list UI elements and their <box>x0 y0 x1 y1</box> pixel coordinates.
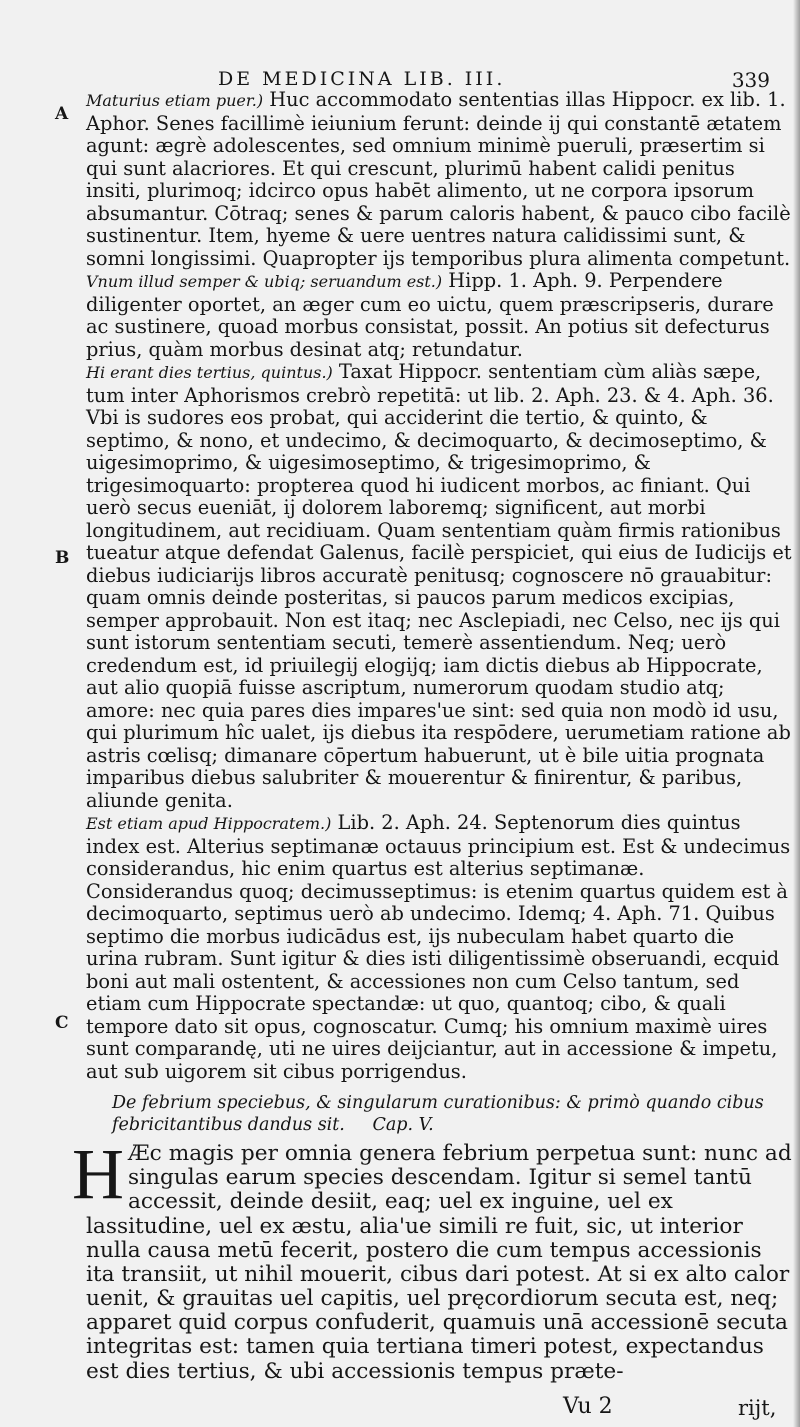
margin-letter-b: B <box>55 548 70 568</box>
drop-capital: H <box>72 1134 124 1214</box>
lemma: Vnum illud semper & ubiq; seruandum est.) <box>86 272 443 291</box>
signature-mark: Vu 2 <box>563 1394 613 1419</box>
commentary-body: Hipp. 1. Aph. 9. Perpendere diligenter oportet, an æger cum eo uictu, quem præscripseris, durare ac sustinere, quoad morbus consistat, possit. An potius sit defecturus prius, quàm morbus desinat atq; retundatur. <box>86 269 774 361</box>
commentary-paragraph <box>86 812 792 1083</box>
commentary-body: Huc accommodato sententias illas Hippocr. ex lib. 1. Aphor. Senes facillimè ieiunium ferunt: deinde ij qui constantē ætatem agunt: ægrè adolescentes, sed omnium minimè pueruli, præsertim si qui sunt alacriores. Et qui crescunt, plurimū habent calidi penitus insiti, plurimoq; idcirco opus habēt alimento, ut ne corpora ipsorum absumantur. Cōtraq; senes & parum caloris habent, & pauco cibo facilè sustinentur. Item, hyeme & uere uentres natura calidissimi sunt, & somni longissimi. Quapropter ijs temporibus plura alimenta competunt. <box>86 88 791 270</box>
running-title: DE MEDICINA LIB. III. <box>218 68 506 90</box>
commentary-paragraph <box>86 89 792 270</box>
chapter-heading <box>112 1092 792 1136</box>
commentary-paragraph <box>86 361 792 812</box>
main-text-body: Æc magis per omnia genera febrium perpetua sunt: nunc ad singulas earum species descendam. Igitur si semel tantū accessit, deinde desiit, eaq; uel ex inguine, uel ex lassitudine, uel ex æstu, alia'ue simili re fuit, sic, ut interior nulla causa metū fecerit, postero die cum tempus accessionis ita transiit, ut nihil mouerit, cibus dari potest. At si ex alto calor uenit, & grauitas uel capitis, uel pręcordiorum secuta est, neq; apparet quid corpus confuderit, quamuis unā accessionē secuta integritas est: tamen quia tertiana timeri potest, expectandus est dies tertius, & ubi accessionis tempus præte- <box>86 1141 792 1384</box>
commentary-text <box>72 88 792 1384</box>
catchword: rijt, <box>738 1396 777 1420</box>
margin-letter-a: A <box>55 104 69 124</box>
margin-letter-c: C <box>55 1013 69 1033</box>
page-number: 339 <box>731 68 770 92</box>
commentary-body: Lib. 2. Aph. 24. Septenorum dies quintus index est. Alterius septimanæ octauus principium est. Est & undecimus considerandus, hic enim quartus est alterius septimanæ. Considerandus quoq; decimusseptimus: is etenim quartus quidem est à decimoquarto, septimus uerò ab undecimo. Idemq; 4. Aph. 71. Quibus septimo die morbus iudicādus est, ijs nubeculam habet quarto die urina rubram. Sunt igitur & dies isti diligentissimè obseruandi, ecquid boni aut mali ostentent, & accessiones non cum Celso tantum, sed etiam cum Hippocrate spectandæ: ut quo, quantoq; cibo, & quali tempore dato sit opus, cognoscatur. Cumq; his omnium maximè uires sunt comparandę, uti ne uires deijciantur, aut in accessione & impetu, aut sub uigorem sit cibus porrigendus. <box>86 811 791 1083</box>
chapter-number: Cap. V. <box>372 1115 434 1135</box>
lemma: Est etiam apud Hippocratem.) <box>86 814 332 833</box>
lemma: Maturius etiam puer.) <box>86 91 264 110</box>
chapter-title: De febrium speciebus, & singularum curationibus: & primò quando cibus febricitantibus dandus sit. <box>112 1093 764 1135</box>
main-text <box>72 1134 792 1384</box>
lemma: Hi erant dies tertius, quintus.) <box>86 363 333 382</box>
commentary-paragraph <box>86 270 792 361</box>
commentary-body: Taxat Hippocr. sententiam cùm aliàs sæpe, tum inter Aphorismos crebrò repetitā: ut lib. 2. Aph. 23. & 4. Aph. 36. Vbi is sudores eos probat, qui acciderint die tertio, & quinto, & septimo, & nono, et undecimo, & decimoquarto, & decimoseptimo, & uigesimoprimo, & uigesimoseptimo, & trigesimoprimo, & trigesimoquarto: propterea quod hi iudicent morbos, ac finiant. Qui uerò secus eueniāt, ij dolorem laboremq; significent, aut morbi longitudinem, aut recidiuam. Quam sententiam quàm firmis rationibus tueatur atque defendat Galenus, facilè perspiciet, qui eius de Iudicijs et diebus iudiciarijs libros accuratè penitusq; cognoscere nō grauabitur: quam omnis deinde posteritas, si paucos parum medicos excipias, semper approbauit. Non est itaq; nec Asclepiadi, nec Celso, nec ijs qui sunt istorum sententiam secuti, temerè assentiendum. Neq; uerò credendum est, id priuilegij elogijq; iam dictis diebus ab Hippocrate, aut alio quopiā fuisse ascriptum, numerorum quodam studio atq; amore: nec quia pares dies impares'ue sint: sed quia non modò id usu, qui plurimum hîc ualet, ijs diebus ita respōdere, uerumetiam ratione ab astris cœlisq; dimanare cōpertum habuerunt, ut è bile uitia prognata imparibus diebus salubriter & mouerentur & finirentur, & paribus, aliunde genita. <box>86 360 792 812</box>
